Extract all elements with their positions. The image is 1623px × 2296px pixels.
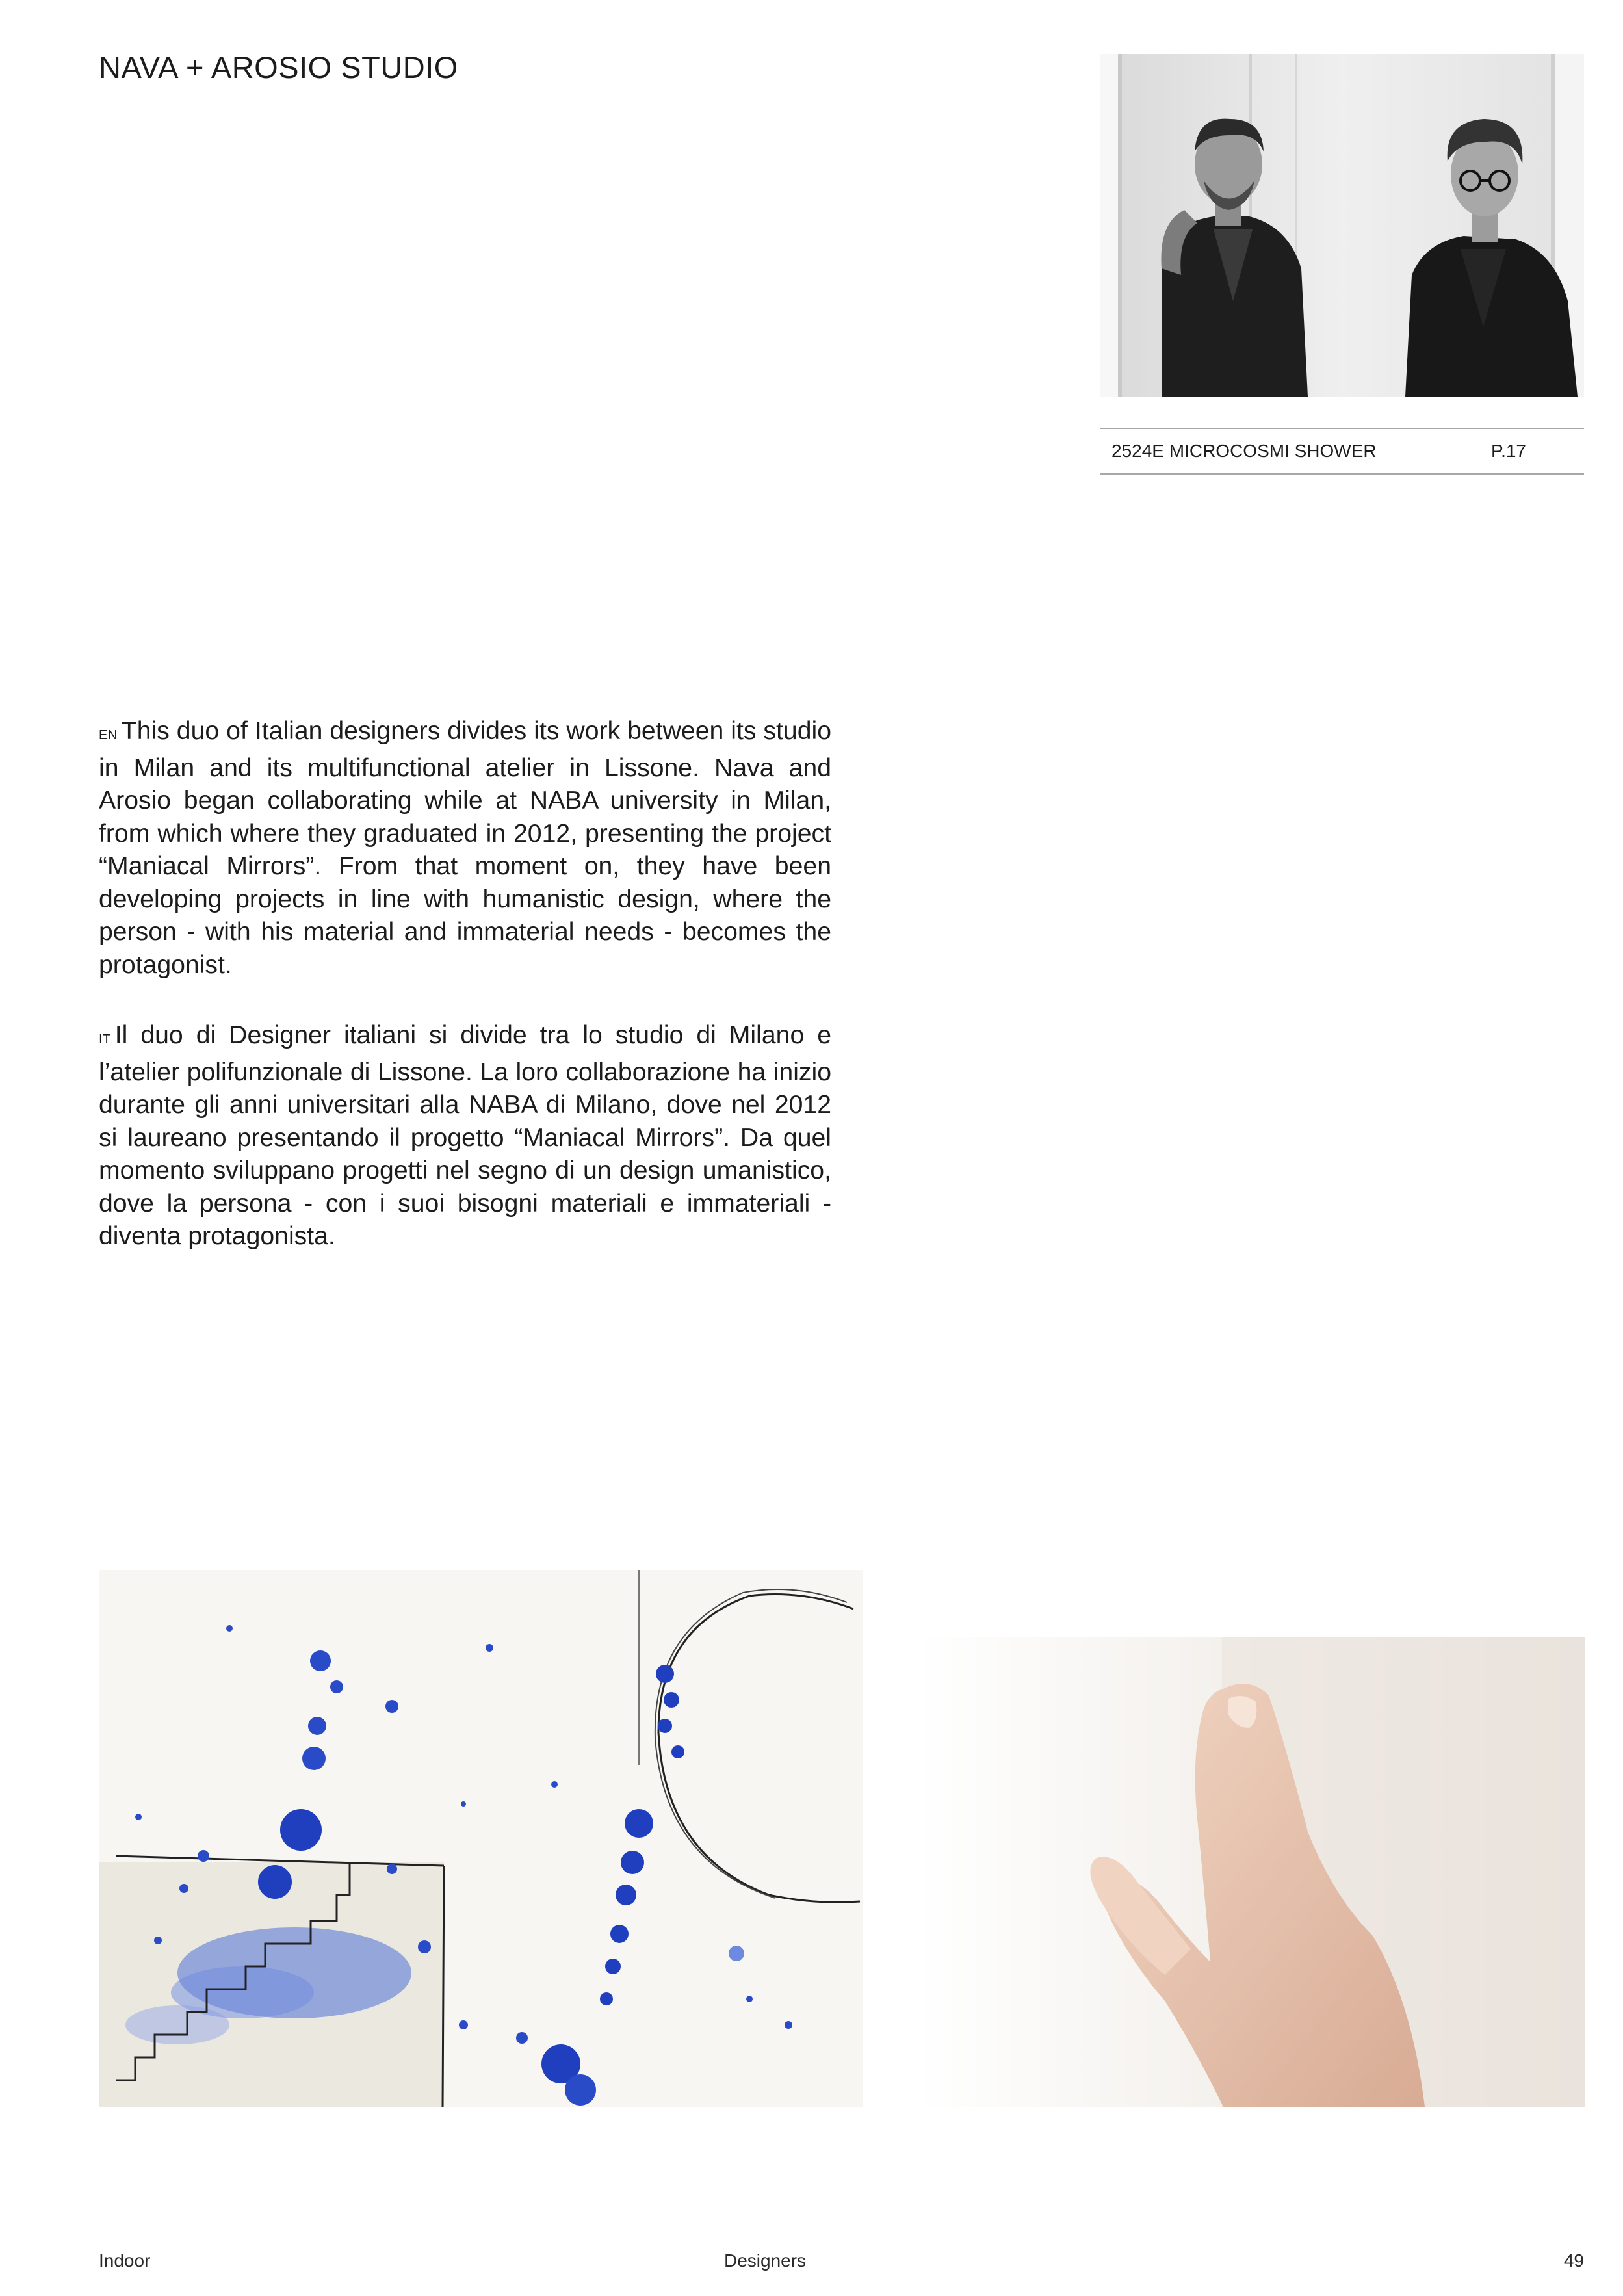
product-reference[interactable]	[1100, 428, 1584, 475]
italian-paragraph: Il duo di Designer italiani si divide tra lo studio di Milano e l’atelier polifunzionale di Lissone. La loro collaborazione ha inizio durante gli anni universitari alla NABA di Milano, dove nel 2012 si laureano presentando il progetto “Maniacal Mirrors”. Da quel momento sviluppano progetti nel segno di un design umanistico, dove la persona - con i suoi bisogni materiali e immateriali - diventa protagonista.	[99, 1021, 831, 1250]
portrait-illustration	[1100, 54, 1584, 397]
page-title: NAVA + AROSIO STUDIO	[99, 50, 458, 85]
language-tag-it: IT	[99, 1032, 111, 1047]
language-tag-en: EN	[99, 728, 118, 742]
product-reference-name: 2524E MICROCOSMI SHOWER	[1111, 441, 1377, 461]
watercolor-sketch-image	[99, 1570, 863, 2107]
footer-section-indoor: Indoor	[99, 2250, 151, 2271]
designers-portrait-photo	[1100, 54, 1584, 397]
sketch-illustration	[99, 1570, 863, 2107]
hand-touching-surface-image	[918, 1637, 1585, 2107]
body-text-italian	[99, 1019, 831, 1253]
footer-page-number: 49	[1563, 2250, 1584, 2271]
hand-illustration	[918, 1637, 1585, 2107]
footer-section-designers: Designers	[724, 2250, 807, 2271]
english-paragraph: This duo of Italian designers divides its work between its studio in Milan and its multifunctional atelier in Lissone. Nava and Arosio began collaborating while at NABA university in Milan, from which where they graduated in 2012, presenting the project “Maniacal Mirrors”. From that moment on, they have been developing projects in line with humanistic design, where the person - with his material and immaterial needs - becomes the protagonist.	[99, 717, 831, 979]
body-text-english	[99, 715, 831, 982]
product-reference-page: P.17	[1491, 441, 1526, 461]
